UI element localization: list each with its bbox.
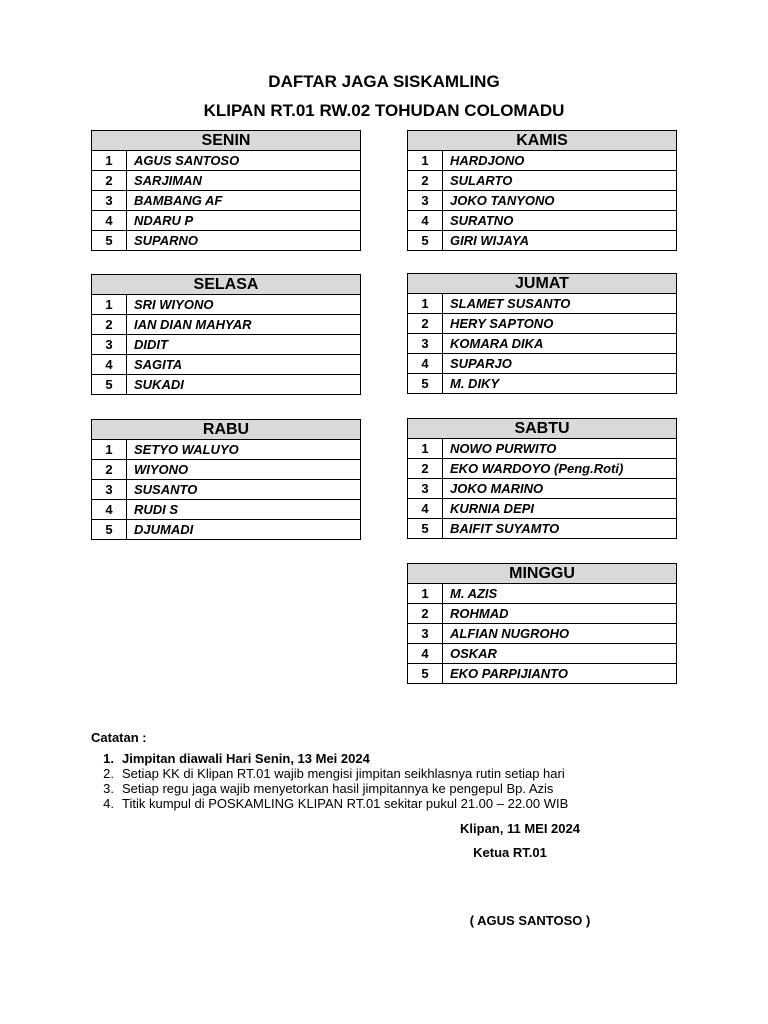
table-row xyxy=(408,151,677,171)
table-row xyxy=(408,664,677,684)
guard-name: JOKO MARINO xyxy=(443,479,677,499)
row-number: 5 xyxy=(408,664,443,684)
table-row xyxy=(408,231,677,251)
row-number: 2 xyxy=(408,604,443,624)
table-row xyxy=(92,480,361,500)
table-row xyxy=(408,354,677,374)
notes-heading: Catatan : xyxy=(91,730,147,745)
row-number: 3 xyxy=(408,479,443,499)
guard-name: GIRI WIJAYA xyxy=(443,231,677,251)
guard-name: M. DIKY xyxy=(443,374,677,394)
row-number: 2 xyxy=(408,314,443,334)
note-number: 3. xyxy=(103,781,114,796)
row-number: 3 xyxy=(408,624,443,644)
document-subtitle: KLIPAN RT.01 RW.02 TOHUDAN COLOMADU xyxy=(203,101,565,120)
row-number: 5 xyxy=(408,231,443,251)
table-row xyxy=(92,335,361,355)
note-item xyxy=(91,766,568,781)
guard-name: DJUMADI xyxy=(127,520,361,540)
signature-role: Ketua RT.01 xyxy=(473,845,547,860)
table-row xyxy=(92,520,361,540)
row-number: 1 xyxy=(408,584,443,604)
table-row xyxy=(408,314,677,334)
row-number: 2 xyxy=(408,171,443,191)
table-row xyxy=(92,440,361,460)
row-number: 4 xyxy=(92,211,127,231)
guard-name: SUKADI xyxy=(127,375,361,395)
table-row xyxy=(408,584,677,604)
row-number: 3 xyxy=(408,191,443,211)
note-text: Titik kumpul di POSKAMLING KLIPAN RT.01 sekitar pukul 21.00 – 22.00 WIB xyxy=(122,796,569,811)
row-number: 5 xyxy=(408,519,443,539)
signature-name: ( AGUS SANTOSO ) xyxy=(469,913,591,928)
guard-name: DIDIT xyxy=(127,335,361,355)
guard-name: ALFIAN NUGROHO xyxy=(443,624,677,644)
row-number: 1 xyxy=(92,440,127,460)
guard-name: SARJIMAN xyxy=(127,171,361,191)
table-sabtu xyxy=(407,418,677,539)
guard-name: NOWO PURWITO xyxy=(443,439,677,459)
table-row xyxy=(408,334,677,354)
notes-list xyxy=(91,751,568,811)
guard-name: RUDI S xyxy=(127,500,361,520)
table-row xyxy=(92,231,361,251)
note-text: Setiap KK di Klipan RT.01 wajib mengisi jimpitan seikhlasnya rutin setiap hari xyxy=(122,766,565,781)
guard-name: SLAMET SUSANTO xyxy=(443,294,677,314)
table-row xyxy=(408,644,677,664)
day-header: SELASA xyxy=(92,275,361,295)
day-header: KAMIS xyxy=(408,131,677,151)
table-selasa xyxy=(91,274,361,395)
table-row xyxy=(92,500,361,520)
signature-place-date: Klipan, 11 MEI 2024 xyxy=(460,821,580,836)
row-number: 1 xyxy=(408,294,443,314)
guard-name: SUSANTO xyxy=(127,480,361,500)
row-number: 4 xyxy=(408,354,443,374)
row-number: 4 xyxy=(92,500,127,520)
guard-name: KURNIA DEPI xyxy=(443,499,677,519)
day-header: RABU xyxy=(92,420,361,440)
row-number: 3 xyxy=(92,335,127,355)
table-row xyxy=(408,374,677,394)
row-number: 1 xyxy=(408,151,443,171)
table-row xyxy=(408,191,677,211)
table-row xyxy=(92,460,361,480)
note-number: 2. xyxy=(103,766,114,781)
guard-name: NDARU P xyxy=(127,211,361,231)
row-number: 2 xyxy=(92,315,127,335)
day-header: SENIN xyxy=(92,131,361,151)
row-number: 4 xyxy=(408,211,443,231)
table-minggu xyxy=(407,563,677,684)
table-row xyxy=(92,191,361,211)
table-row xyxy=(408,171,677,191)
note-number: 1. xyxy=(103,751,114,766)
guard-name: ROHMAD xyxy=(443,604,677,624)
guard-name: SURATNO xyxy=(443,211,677,231)
table-row xyxy=(408,211,677,231)
table-senin xyxy=(91,130,361,251)
table-row xyxy=(408,439,677,459)
table-row xyxy=(92,375,361,395)
guard-name: AGUS SANTOSO xyxy=(127,151,361,171)
row-number: 5 xyxy=(92,231,127,251)
note-item xyxy=(91,796,568,811)
guard-name: SRI WIYONO xyxy=(127,295,361,315)
table-row xyxy=(92,315,361,335)
guard-name: BAMBANG AF xyxy=(127,191,361,211)
table-row xyxy=(408,519,677,539)
day-header: JUMAT xyxy=(408,274,677,294)
note-number: 4. xyxy=(103,796,114,811)
table-row xyxy=(92,151,361,171)
row-number: 5 xyxy=(92,375,127,395)
table-kamis xyxy=(407,130,677,251)
guard-name: JOKO TANYONO xyxy=(443,191,677,211)
guard-name: EKO WARDOYO (Peng.Roti) xyxy=(443,459,677,479)
guard-name: SAGITA xyxy=(127,355,361,375)
row-number: 4 xyxy=(92,355,127,375)
table-row xyxy=(408,624,677,644)
day-header: SABTU xyxy=(408,419,677,439)
guard-name: WIYONO xyxy=(127,460,361,480)
row-number: 3 xyxy=(408,334,443,354)
note-text: Jimpitan diawali Hari Senin, 13 Mei 2024 xyxy=(122,751,370,766)
note-text: Setiap regu jaga wajib menyetorkan hasil jimpitannya ke pengepul Bp. Azis xyxy=(122,781,554,796)
guard-name: HERY SAPTONO xyxy=(443,314,677,334)
table-rabu xyxy=(91,419,361,540)
table-row xyxy=(408,604,677,624)
row-number: 2 xyxy=(408,459,443,479)
table-row xyxy=(92,355,361,375)
guard-name: OSKAR xyxy=(443,644,677,664)
day-header: MINGGU xyxy=(408,564,677,584)
row-number: 5 xyxy=(408,374,443,394)
row-number: 2 xyxy=(92,171,127,191)
document-title: DAFTAR JAGA SISKAMLING xyxy=(268,72,500,91)
table-row xyxy=(408,294,677,314)
table-row xyxy=(408,479,677,499)
guard-name: SETYO WALUYO xyxy=(127,440,361,460)
guard-name: M. AZIS xyxy=(443,584,677,604)
row-number: 1 xyxy=(408,439,443,459)
row-number: 2 xyxy=(92,460,127,480)
table-row xyxy=(92,171,361,191)
table-row xyxy=(92,211,361,231)
table-row xyxy=(92,295,361,315)
guard-name: KOMARA DIKA xyxy=(443,334,677,354)
note-item xyxy=(91,781,568,796)
row-number: 3 xyxy=(92,191,127,211)
note-item xyxy=(91,751,568,766)
row-number: 4 xyxy=(408,499,443,519)
guard-name: SUPARNO xyxy=(127,231,361,251)
guard-name: SULARTO xyxy=(443,171,677,191)
row-number: 1 xyxy=(92,151,127,171)
row-number: 5 xyxy=(92,520,127,540)
table-jumat xyxy=(407,273,677,394)
guard-name: HARDJONO xyxy=(443,151,677,171)
guard-name: IAN DIAN MAHYAR xyxy=(127,315,361,335)
table-row xyxy=(408,459,677,479)
guard-name: SUPARJO xyxy=(443,354,677,374)
row-number: 4 xyxy=(408,644,443,664)
guard-name: EKO PARPIJIANTO xyxy=(443,664,677,684)
row-number: 1 xyxy=(92,295,127,315)
row-number: 3 xyxy=(92,480,127,500)
table-row xyxy=(408,499,677,519)
guard-name: BAIFIT SUYAMTO xyxy=(443,519,677,539)
